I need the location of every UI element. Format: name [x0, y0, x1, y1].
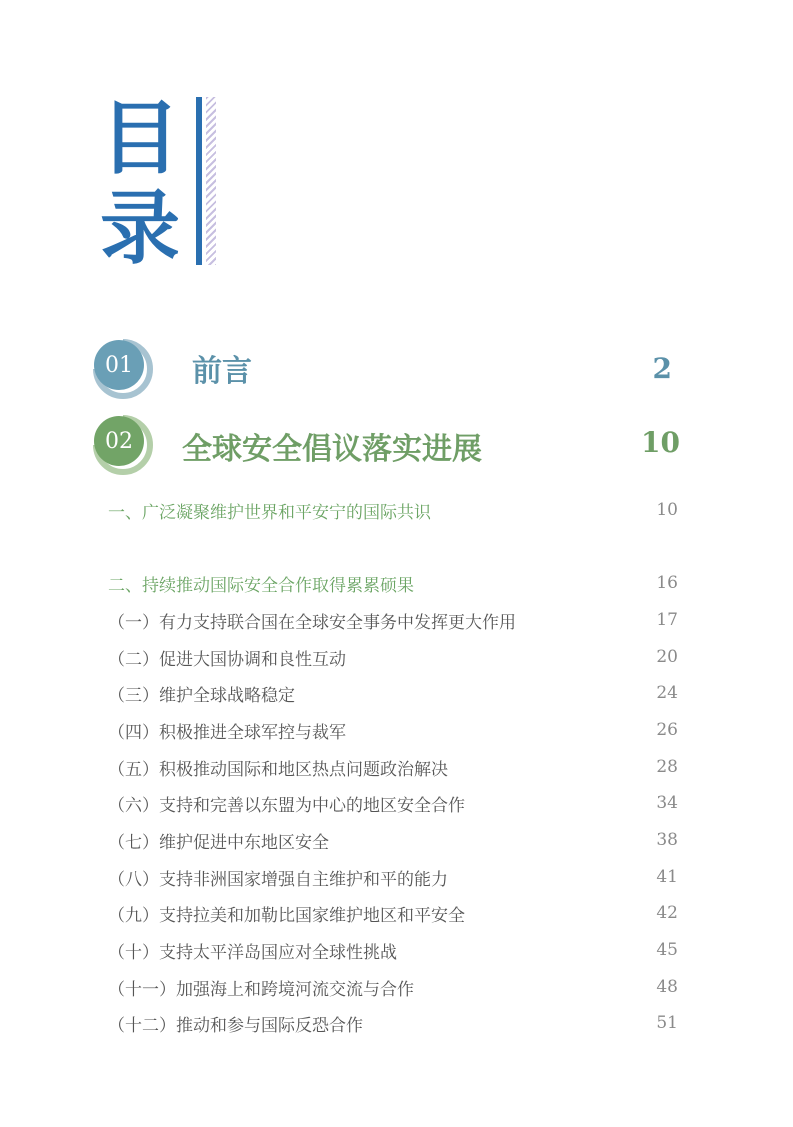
title-hatch-decoration — [206, 97, 216, 265]
toc-entry-label: （五）积极推动国际和地区热点问题政治解决 — [108, 759, 448, 780]
toc-entry-page: 24 — [656, 683, 678, 703]
toc-entry-label: （十二）推动和参与国际反恐合作 — [108, 1015, 363, 1036]
toc-entry-page: 45 — [656, 940, 678, 960]
toc-entry-page: 38 — [656, 830, 678, 850]
toc-entry-page: 41 — [656, 867, 678, 887]
toc-entry-page: 10 — [656, 500, 678, 520]
toc-title-char-1: 目 — [100, 91, 180, 185]
toc-entry[interactable] — [108, 643, 678, 671]
toc-entry-label: （一）有力支持联合国在全球安全事务中发挥更大作用 — [108, 612, 516, 633]
toc-entry-label: （七）维护促进中东地区安全 — [108, 832, 329, 853]
section-badge-01 — [92, 338, 152, 398]
toc-entry[interactable] — [108, 973, 678, 1001]
toc-entry[interactable] — [108, 679, 678, 707]
section-number: 01 — [105, 352, 133, 378]
toc-entry-label: （二）促进大国协调和良性互动 — [108, 649, 346, 670]
title-accent-bar — [196, 97, 202, 265]
section-title-preface[interactable]: 前言 — [192, 354, 252, 389]
toc-entry-label: （十一）加强海上和跨境河流交流与合作 — [108, 979, 414, 1000]
toc-entry[interactable] — [108, 569, 678, 597]
toc-entry[interactable] — [108, 716, 678, 744]
toc-entry-label: （三）维护全球战略稳定 — [108, 685, 295, 706]
toc-entry[interactable] — [108, 899, 678, 927]
toc-entry-label: （六）支持和完善以东盟为中心的地区安全合作 — [108, 795, 465, 816]
toc-entry[interactable] — [108, 936, 678, 964]
toc-entry-label: （九）支持拉美和加勒比国家维护地区和平安全 — [108, 905, 465, 926]
toc-entry-page: 26 — [656, 720, 678, 740]
toc-entry-page: 20 — [656, 647, 678, 667]
toc-entry-page: 51 — [656, 1013, 678, 1033]
toc-entry-page: 34 — [656, 793, 678, 813]
toc-entry[interactable] — [108, 753, 678, 781]
toc-entry[interactable] — [108, 863, 678, 891]
section-badge-02 — [92, 414, 152, 474]
toc-entry[interactable] — [108, 789, 678, 817]
toc-entry[interactable] — [108, 1009, 678, 1037]
toc-entry-page: 28 — [656, 757, 678, 777]
toc-entry-label: （八）支持非洲国家增强自主维护和平的能力 — [108, 869, 448, 890]
section-title-progress[interactable]: 全球安全倡议落实进展 — [182, 432, 482, 467]
section-number: 02 — [105, 428, 133, 454]
toc-entry-page: 16 — [656, 573, 678, 593]
toc-title-char-2: 录 — [100, 181, 180, 275]
section-page-preface: 2 — [652, 352, 672, 385]
toc-entry[interactable] — [108, 496, 678, 524]
toc-entry-label: （四）积极推进全球军控与裁军 — [108, 722, 346, 743]
toc-entry[interactable] — [108, 606, 678, 634]
toc-entry-label: 二、持续推动国际安全合作取得累累硕果 — [108, 575, 414, 596]
toc-entry-page: 42 — [656, 903, 678, 923]
section-page-progress: 10 — [641, 426, 680, 459]
toc-entry-label: 一、广泛凝聚维护世界和平安宁的国际共识 — [108, 502, 431, 523]
toc-entry-page: 17 — [656, 610, 678, 630]
toc-entry-label: （十）支持太平洋岛国应对全球性挑战 — [108, 942, 397, 963]
toc-entry[interactable] — [108, 826, 678, 854]
toc-entry-page: 48 — [656, 977, 678, 997]
